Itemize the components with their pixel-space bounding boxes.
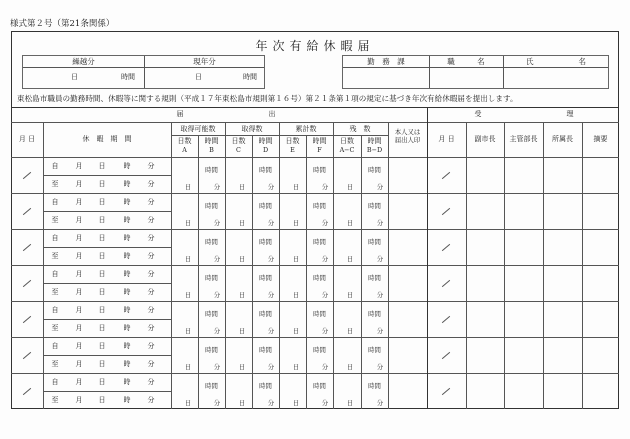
hour-count-field[interactable]: 時間 <box>313 310 326 318</box>
hour-count-field[interactable]: 時間 <box>205 274 218 282</box>
period-divider <box>43 319 171 320</box>
intro-statement: 東松島市職員の勤務時間、休暇等に関する規則（平成１７年東松島市規則第１６号）第２１条第１項の規定に基づき年次有給休暇届を提出します。 <box>17 94 518 103</box>
leave-balance-box <box>22 55 265 89</box>
row-divider <box>11 301 619 302</box>
receipt-column-header: 摘要 <box>593 135 608 143</box>
minute-count-field[interactable]: 分 <box>376 363 384 371</box>
day-count-field[interactable]: 日 <box>238 291 246 299</box>
department-header: 勤 務 課 <box>367 57 405 66</box>
hour-count-field[interactable]: 時間 <box>259 202 272 210</box>
column-line <box>361 135 362 409</box>
carryover-day-unit[interactable]: 日 <box>71 73 78 81</box>
minute-count-field[interactable]: 分 <box>267 291 275 299</box>
hour-count-field[interactable]: 時間 <box>259 274 272 282</box>
column-line <box>306 135 307 409</box>
period-to-field[interactable]: 月 <box>75 360 83 368</box>
period-from-field: 自 <box>51 234 59 242</box>
carryover-header: 繰越分 <box>72 57 95 66</box>
period-from-field[interactable]: 分 <box>147 234 155 242</box>
period-from-field[interactable]: 分 <box>147 306 155 314</box>
sub-header: 日数 <box>285 137 300 145</box>
period-to-field[interactable]: 分 <box>147 324 155 332</box>
day-count-field[interactable]: 日 <box>292 291 300 299</box>
period-to-field[interactable]: 日 <box>98 324 106 332</box>
period-to-field: 至 <box>51 288 59 296</box>
period-from-field: 自 <box>51 306 59 314</box>
period-to-field: 至 <box>51 216 59 224</box>
day-count-field[interactable]: 日 <box>292 183 300 191</box>
period-to-field[interactable]: 月 <box>75 288 83 296</box>
column-line <box>43 122 44 409</box>
minute-count-field[interactable]: 分 <box>376 291 384 299</box>
day-count-field[interactable]: 日 <box>184 219 192 227</box>
period-from-field[interactable]: 分 <box>147 342 155 350</box>
minute-count-field[interactable]: 分 <box>213 183 221 191</box>
period-from-field[interactable]: 月 <box>75 234 83 242</box>
period-to-field[interactable]: 時 <box>123 288 131 296</box>
minute-count-field[interactable]: 分 <box>267 363 275 371</box>
period-divider <box>43 283 171 284</box>
period-from-field[interactable]: 時 <box>123 378 131 386</box>
minute-count-field[interactable]: 分 <box>213 327 221 335</box>
period-to-field[interactable]: 分 <box>147 252 155 260</box>
period-from-field[interactable]: 日 <box>98 198 106 206</box>
period-from-field: 自 <box>51 198 59 206</box>
sub-header-code: B <box>209 146 214 154</box>
column-line <box>279 135 280 409</box>
column-line <box>543 122 544 409</box>
day-count-field[interactable]: 日 <box>238 399 246 407</box>
period-divider <box>43 211 171 212</box>
day-count-field[interactable]: 日 <box>292 399 300 407</box>
hour-count-field[interactable]: 時間 <box>205 202 218 210</box>
period-to-field[interactable]: 日 <box>98 252 106 260</box>
hour-count-field[interactable]: 時間 <box>259 310 272 318</box>
minute-count-field[interactable]: 分 <box>213 399 221 407</box>
minute-count-field[interactable]: 分 <box>321 255 329 263</box>
seal-header-line1: 本人又は <box>394 128 421 136</box>
month-day-header: 月 日 <box>18 135 36 143</box>
column-line <box>582 122 583 409</box>
minute-count-field[interactable]: 分 <box>213 363 221 371</box>
period-to-field[interactable]: 月 <box>75 216 83 224</box>
minute-count-field[interactable]: 分 <box>213 219 221 227</box>
group-header: 取得可能数 <box>180 125 216 133</box>
day-count-field[interactable]: 日 <box>346 363 354 371</box>
sub-header-code: E <box>290 146 295 154</box>
period-from-field[interactable]: 日 <box>98 162 106 170</box>
period-to-field: 至 <box>51 324 59 332</box>
hour-count-field[interactable]: 時間 <box>368 382 381 390</box>
sub-header-code: A <box>182 146 187 154</box>
period-to-field[interactable]: 日 <box>98 360 106 368</box>
row-divider <box>11 193 619 194</box>
period-to-field[interactable]: 時 <box>123 324 131 332</box>
period-to-field[interactable]: 時 <box>123 396 131 404</box>
period-from-field[interactable]: 月 <box>75 198 83 206</box>
hour-count-field[interactable]: 時間 <box>313 382 326 390</box>
hour-count-field[interactable]: 時間 <box>205 382 218 390</box>
period-to-field[interactable]: 日 <box>98 288 106 296</box>
period-divider <box>43 355 171 356</box>
minute-count-field[interactable]: 分 <box>267 219 275 227</box>
period-to-field[interactable]: 時 <box>123 252 131 260</box>
current-day-unit[interactable]: 日 <box>195 73 202 81</box>
column-line <box>198 135 199 409</box>
column-line <box>171 122 172 409</box>
period-from-field[interactable]: 日 <box>98 378 106 386</box>
position-header: 職 名 <box>447 57 485 66</box>
column-line <box>466 122 467 409</box>
period-divider <box>43 391 171 392</box>
period-from-field[interactable]: 時 <box>123 162 131 170</box>
name-field[interactable] <box>503 67 609 89</box>
period-to-field[interactable]: 分 <box>147 396 155 404</box>
receipt-header-left: 受 <box>474 110 482 118</box>
hour-count-field[interactable]: 時間 <box>368 238 381 246</box>
day-count-field[interactable]: 日 <box>238 363 246 371</box>
minute-count-field[interactable]: 分 <box>213 291 221 299</box>
hour-count-field[interactable]: 時間 <box>368 310 381 318</box>
sub-header: 時間 <box>367 137 382 145</box>
sub-header: 時間 <box>258 137 273 145</box>
period-from-field[interactable]: 時 <box>123 270 131 278</box>
period-header: 休 暇 期 間 <box>82 135 132 143</box>
column-line <box>333 135 334 409</box>
period-from-field: 自 <box>51 162 59 170</box>
period-to-field[interactable]: 月 <box>75 396 83 404</box>
column-line <box>504 122 505 409</box>
minute-count-field[interactable]: 分 <box>376 327 384 335</box>
form-title: 年次有給休暇届 <box>255 39 375 53</box>
period-from-field[interactable]: 時 <box>123 342 131 350</box>
carryover-hour-unit[interactable]: 時間 <box>121 73 135 81</box>
submission-header-right: 出 <box>268 110 276 118</box>
sub-header-code: B−D <box>366 146 383 154</box>
column-line <box>388 122 389 409</box>
day-count-field[interactable]: 日 <box>346 219 354 227</box>
period-to-field[interactable]: 日 <box>98 216 106 224</box>
period-to-field[interactable]: 月 <box>75 324 83 332</box>
hour-count-field[interactable]: 時間 <box>205 166 218 174</box>
department-field[interactable] <box>343 67 429 89</box>
day-count-field[interactable]: 日 <box>238 255 246 263</box>
minute-count-field[interactable]: 分 <box>321 327 329 335</box>
receipt-column-header: 月 日 <box>438 135 455 143</box>
column-line <box>252 135 253 409</box>
seal-header-line2: 届出人印 <box>394 136 421 144</box>
hour-count-field[interactable]: 時間 <box>313 274 326 282</box>
day-count-field[interactable]: 日 <box>346 399 354 407</box>
minute-count-field[interactable]: 分 <box>267 255 275 263</box>
hour-count-field[interactable]: 時間 <box>313 346 326 354</box>
hour-count-field[interactable]: 時間 <box>368 202 381 210</box>
hour-count-field[interactable]: 時間 <box>205 346 218 354</box>
period-from-field[interactable]: 分 <box>147 270 155 278</box>
sub-header: 時間 <box>204 137 219 145</box>
minute-count-field[interactable]: 分 <box>267 399 275 407</box>
sub-header-code: F <box>317 146 322 154</box>
period-to-field[interactable]: 分 <box>147 360 155 368</box>
sub-header: 時間 <box>312 137 327 145</box>
period-from-field[interactable]: 分 <box>147 378 155 386</box>
sub-header-code: D <box>262 146 269 154</box>
header-bottom <box>11 157 619 158</box>
hour-count-field[interactable]: 時間 <box>259 166 272 174</box>
period-from-field: 自 <box>51 378 59 386</box>
minute-count-field[interactable]: 分 <box>321 183 329 191</box>
sub-header: 日数 <box>231 137 246 145</box>
row-divider <box>11 373 619 374</box>
day-count-field[interactable]: 日 <box>184 363 192 371</box>
period-to-field[interactable]: 月 <box>75 252 83 260</box>
minute-count-field[interactable]: 分 <box>321 399 329 407</box>
hour-count-field[interactable]: 時間 <box>313 166 326 174</box>
sub-header: 日数 <box>340 137 354 145</box>
period-to-field: 至 <box>51 396 59 404</box>
day-count-field[interactable]: 日 <box>292 255 300 263</box>
minute-count-field[interactable]: 分 <box>267 327 275 335</box>
receipt-column-header: 主管部長 <box>509 135 538 143</box>
period-from-field[interactable]: 日 <box>98 342 106 350</box>
minute-count-field[interactable]: 分 <box>376 255 384 263</box>
period-from-field[interactable]: 分 <box>147 162 155 170</box>
position-field[interactable] <box>429 67 503 89</box>
period-to-field: 至 <box>51 180 59 188</box>
group-header: 取得数 <box>241 125 263 133</box>
current-hour-unit[interactable]: 時間 <box>243 73 257 81</box>
hour-count-field[interactable]: 時間 <box>313 202 326 210</box>
period-from-field[interactable]: 日 <box>98 234 106 242</box>
hour-count-field[interactable]: 時間 <box>259 346 272 354</box>
period-to-field[interactable]: 時 <box>123 216 131 224</box>
period-from-field[interactable]: 月 <box>75 306 83 314</box>
row-divider <box>11 337 619 338</box>
period-to-field[interactable]: 分 <box>147 216 155 224</box>
day-count-field[interactable]: 日 <box>238 219 246 227</box>
name-header: 氏 名 <box>526 57 586 66</box>
hour-count-field[interactable]: 時間 <box>205 238 218 246</box>
receipt-column-header: 所属長 <box>552 135 573 143</box>
minute-count-field[interactable]: 分 <box>376 183 384 191</box>
form-number-label: 様式第２号（第21条関係） <box>10 19 115 29</box>
submission-header-left: 届 <box>176 110 184 118</box>
day-count-field[interactable]: 日 <box>184 327 192 335</box>
period-from-field: 自 <box>51 342 59 350</box>
period-to-field[interactable]: 月 <box>75 180 83 188</box>
period-from-field[interactable]: 時 <box>123 306 131 314</box>
receipt-header-right: 理 <box>566 110 574 118</box>
day-count-field[interactable]: 日 <box>292 219 300 227</box>
hour-count-field[interactable]: 時間 <box>259 238 272 246</box>
hour-count-field[interactable]: 時間 <box>368 346 381 354</box>
minute-count-field[interactable]: 分 <box>321 219 329 227</box>
day-count-field[interactable]: 日 <box>184 291 192 299</box>
sub-header-code: A−C <box>339 146 355 154</box>
day-count-field[interactable]: 日 <box>292 327 300 335</box>
minute-count-field[interactable]: 分 <box>213 255 221 263</box>
sub-header-code: C <box>236 146 241 154</box>
period-from-field[interactable]: 月 <box>75 162 83 170</box>
row-divider <box>11 265 619 266</box>
minute-count-field[interactable]: 分 <box>321 363 329 371</box>
period-from-field[interactable]: 時 <box>123 198 131 206</box>
period-from-field[interactable]: 日 <box>98 306 106 314</box>
period-to-field[interactable]: 時 <box>123 360 131 368</box>
period-to-field[interactable]: 日 <box>98 396 106 404</box>
sub-header: 日数 <box>177 137 192 145</box>
hour-count-field[interactable]: 時間 <box>368 166 381 174</box>
hour-count-field[interactable]: 時間 <box>205 310 218 318</box>
day-count-field[interactable]: 日 <box>346 327 354 335</box>
hour-count-field[interactable]: 時間 <box>313 238 326 246</box>
minute-count-field[interactable]: 分 <box>376 219 384 227</box>
period-from-field[interactable]: 月 <box>75 270 83 278</box>
period-to-field: 至 <box>51 252 59 260</box>
minute-count-field[interactable]: 分 <box>321 291 329 299</box>
day-count-field[interactable]: 日 <box>292 363 300 371</box>
day-count-field[interactable]: 日 <box>346 183 354 191</box>
day-count-field[interactable]: 日 <box>184 183 192 191</box>
minute-count-field[interactable]: 分 <box>376 399 384 407</box>
day-count-field[interactable]: 日 <box>346 255 354 263</box>
hour-count-field[interactable]: 時間 <box>259 382 272 390</box>
period-divider <box>43 247 171 248</box>
section-divider <box>427 107 428 409</box>
group-header: 残 数 <box>349 125 371 133</box>
period-to-field[interactable]: 日 <box>98 180 106 188</box>
period-from-field: 自 <box>51 270 59 278</box>
period-from-field[interactable]: 日 <box>98 270 106 278</box>
day-count-field[interactable]: 日 <box>238 183 246 191</box>
period-from-field[interactable]: 分 <box>147 198 155 206</box>
period-from-field[interactable]: 時 <box>123 234 131 242</box>
day-count-field[interactable]: 日 <box>238 327 246 335</box>
group-header: 累計数 <box>295 125 317 133</box>
day-count-field[interactable]: 日 <box>184 255 192 263</box>
current-year-header: 現年分 <box>193 57 216 66</box>
column-line <box>225 135 226 409</box>
minute-count-field[interactable]: 分 <box>267 183 275 191</box>
receipt-column-header: 副市長 <box>474 135 496 143</box>
day-count-field[interactable]: 日 <box>184 399 192 407</box>
period-to-field[interactable]: 分 <box>147 288 155 296</box>
hour-count-field[interactable]: 時間 <box>368 274 381 282</box>
period-to-field[interactable]: 時 <box>123 180 131 188</box>
period-from-field[interactable]: 月 <box>75 378 83 386</box>
employee-info-box <box>342 55 609 89</box>
day-count-field[interactable]: 日 <box>346 291 354 299</box>
period-from-field[interactable]: 月 <box>75 342 83 350</box>
period-to-field: 至 <box>51 360 59 368</box>
row-divider <box>11 229 619 230</box>
header-divider <box>11 122 619 123</box>
period-to-field[interactable]: 分 <box>147 180 155 188</box>
period-divider <box>43 175 171 176</box>
table-top-border <box>11 107 619 108</box>
